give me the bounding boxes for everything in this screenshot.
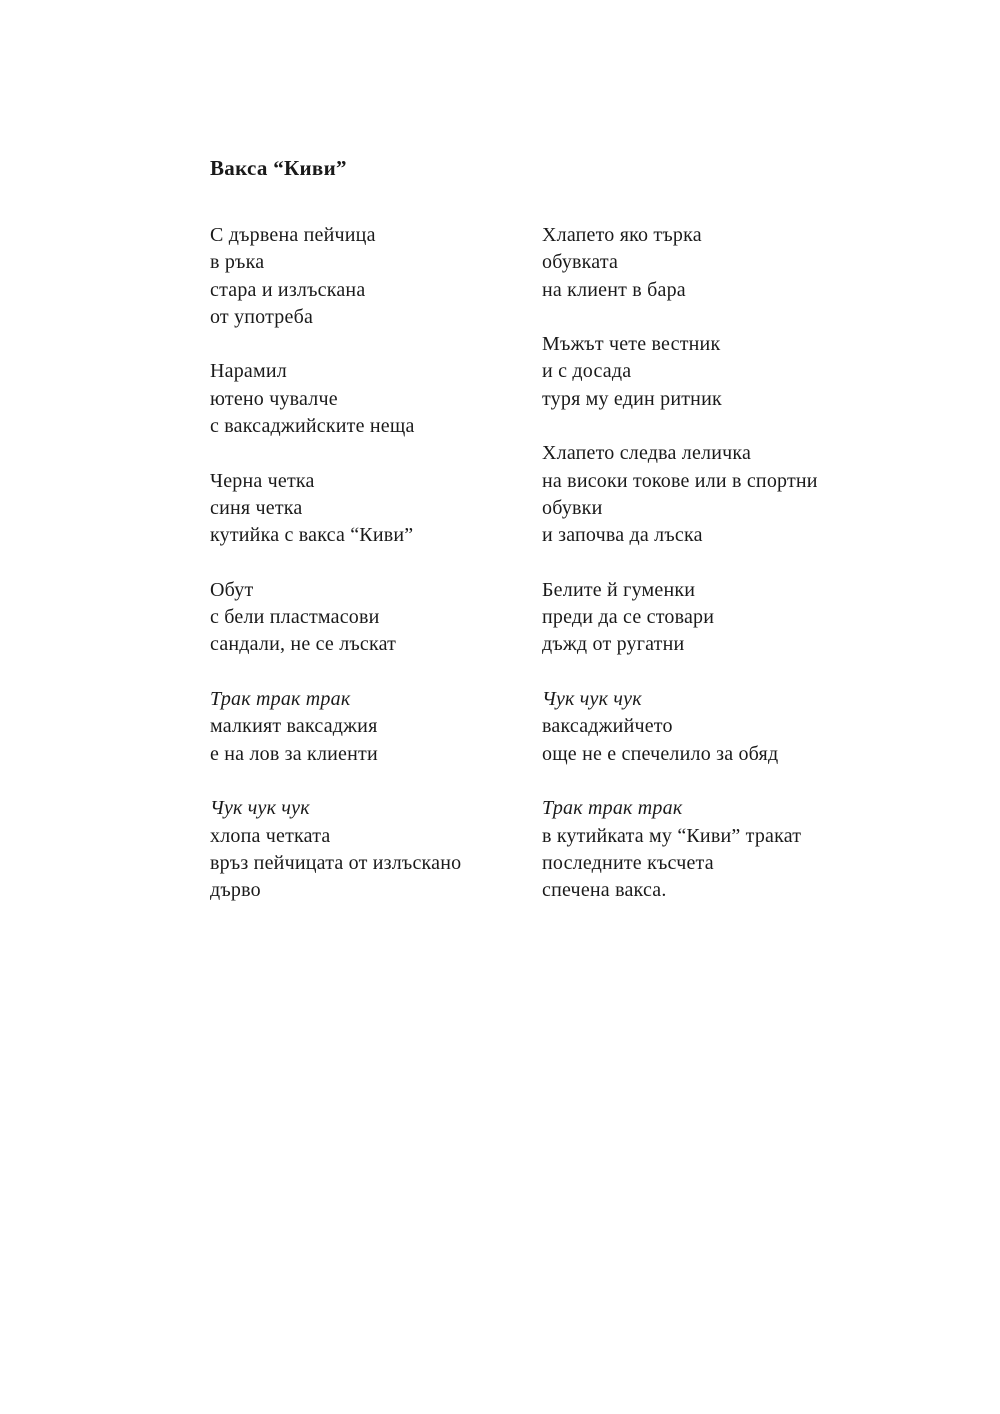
poem-line: дъжд от ругатни [542, 633, 685, 656]
poem-line: Чук чук чук [542, 688, 642, 711]
poem-line: с бели пластмасови [210, 606, 380, 629]
poem-column-right [542, 222, 882, 904]
poem-stanza [542, 577, 882, 659]
poem-line: спечена вакса. [542, 879, 667, 902]
poem-stanza [210, 222, 550, 331]
poem-line: стара и излъскана [210, 278, 366, 301]
poem-stanza [542, 795, 882, 904]
poem-stanza [542, 440, 882, 549]
poem-column-left [210, 222, 550, 904]
poem-line: туря му един ритник [542, 387, 722, 410]
poem-stanza [542, 686, 882, 768]
poem-stanza [542, 331, 882, 413]
poem-line: ваксаджийчето [542, 715, 673, 738]
poem-line: ютено чувалче [210, 387, 338, 410]
poem-line: Хлапето следва леличка [542, 442, 752, 465]
poem-line: връз пейчицата от излъскано [210, 851, 462, 874]
poem-line: с ваксаджийските неща [210, 415, 415, 438]
poem-line: Хлапето яко търка [542, 224, 702, 246]
poem-line: Мъжът чете вестник [542, 333, 721, 356]
poem-line: дърво [210, 879, 261, 902]
poem-line: кутийка с вакса “Киви” [210, 524, 414, 547]
poem-line: обувки [542, 496, 603, 519]
poem-line: Нарамил [210, 360, 287, 383]
poem-line: в ръка [210, 251, 265, 274]
poem-line: хлопа четката [210, 824, 331, 847]
poem-line: синя четка [210, 496, 303, 519]
poem-line: последните късчета [542, 851, 714, 874]
poem-stanza [542, 222, 882, 304]
poem-stanza [210, 577, 550, 659]
poem-title: Вакса “Киви” [210, 156, 347, 181]
poem-line: на клиент в бара [542, 278, 686, 301]
poem-line: малкият ваксаджия [210, 715, 378, 738]
poem-stanza [210, 468, 550, 550]
poem-line: Обут [210, 578, 254, 601]
poem-line: Трак трак трак [542, 797, 683, 820]
poem-line: Белите й гуменки [542, 578, 696, 601]
poem-line: и започва да лъска [542, 524, 703, 547]
poem-line: още не е спечелило за обяд [542, 742, 779, 765]
poem-line: в кутийката му “Киви” тракат [542, 824, 802, 847]
poem-line: преди да се стовари [542, 606, 715, 629]
poem-line: Трак трак трак [210, 688, 351, 711]
poem-line: сандали, не се лъскат [210, 633, 397, 656]
poem-line: на високи токове или в спортни [542, 469, 818, 492]
poem-line: Чук чук чук [210, 797, 310, 820]
poem-line: е на лов за клиенти [210, 742, 378, 765]
poem-line: обувката [542, 251, 619, 274]
poem-line: и с досада [542, 360, 632, 383]
poem-line: Черна четка [210, 469, 315, 492]
poem-line: от употреба [210, 305, 314, 328]
poem-stanza [210, 795, 550, 904]
poem-line: С дървена пейчица [210, 224, 376, 246]
poem-stanza [210, 686, 550, 768]
poem-stanza [210, 358, 550, 440]
